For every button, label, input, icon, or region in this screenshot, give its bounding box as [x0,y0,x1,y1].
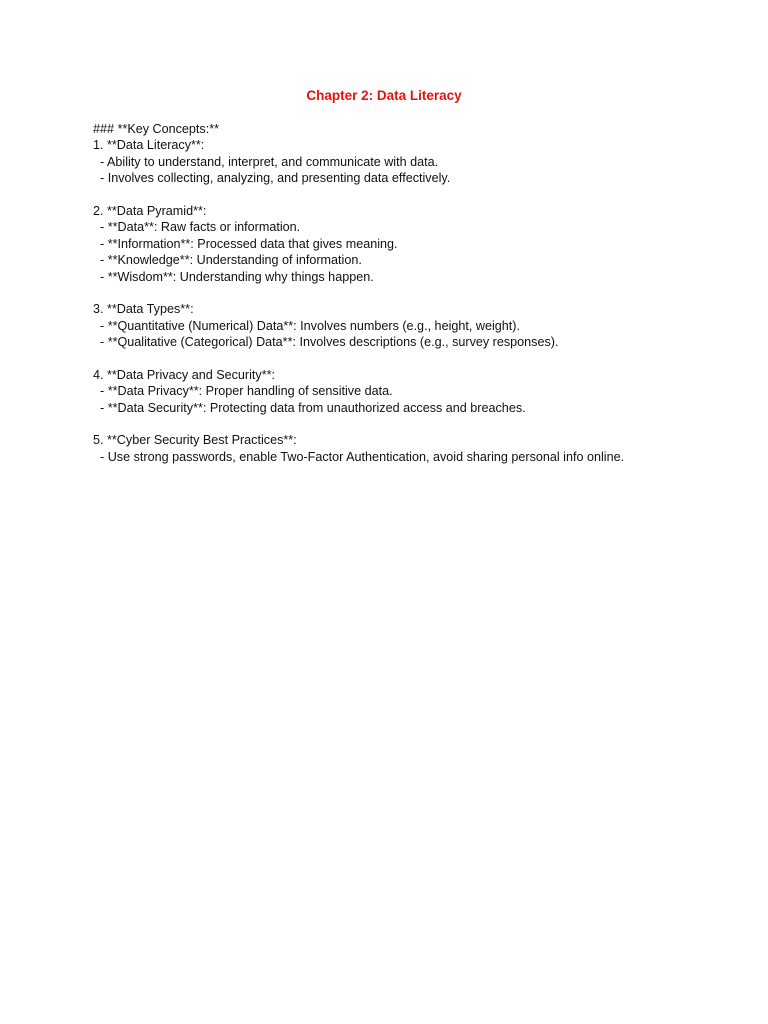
list-item: - Use strong passwords, enable Two-Factor Authentication, avoid sharing personal info online. [93,449,625,464]
key-concepts-heading: ### **Key Concepts:** [93,122,220,136]
list-item: - **Data**: Raw facts or information. [93,220,301,235]
list-item: - **Wisdom**: Understanding why things happen. [93,269,374,284]
list-item: - Involves collecting, analyzing, and presenting data effectively. [93,171,451,186]
page-title: Chapter 2: Data Literacy [306,88,462,103]
list-item: - **Quantitative (Numerical) Data**: Involves numbers (e.g., height, weight). [93,318,520,333]
list-item: - **Data Security**: Protecting data from unauthorized access and breaches. [93,400,526,415]
section-heading-cyber-security: 5. **Cyber Security Best Practices**: [93,433,297,448]
list-item: - **Data Privacy**: Proper handling of sensitive data. [93,384,393,399]
paragraph-spacer [93,416,733,432]
list-item: - **Qualitative (Categorical) Data**: Involves descriptions (e.g., survey responses). [93,335,559,350]
document-body [93,121,733,465]
section-heading-data-types: 3. **Data Types**: [93,302,194,317]
section-heading-data-literacy: 1. **Data Literacy**: [93,138,205,153]
list-item: - **Knowledge**: Understanding of information. [93,253,362,268]
section-heading-privacy-security: 4. **Data Privacy and Security**: [93,367,275,382]
paragraph-spacer [93,187,733,203]
section-heading-data-pyramid: 2. **Data Pyramid**: [93,203,207,218]
paragraph-spacer [93,285,733,301]
list-item: - Ability to understand, interpret, and communicate with data. [93,154,439,169]
list-item: - **Information**: Processed data that gives meaning. [93,236,398,251]
paragraph-spacer [93,350,733,366]
